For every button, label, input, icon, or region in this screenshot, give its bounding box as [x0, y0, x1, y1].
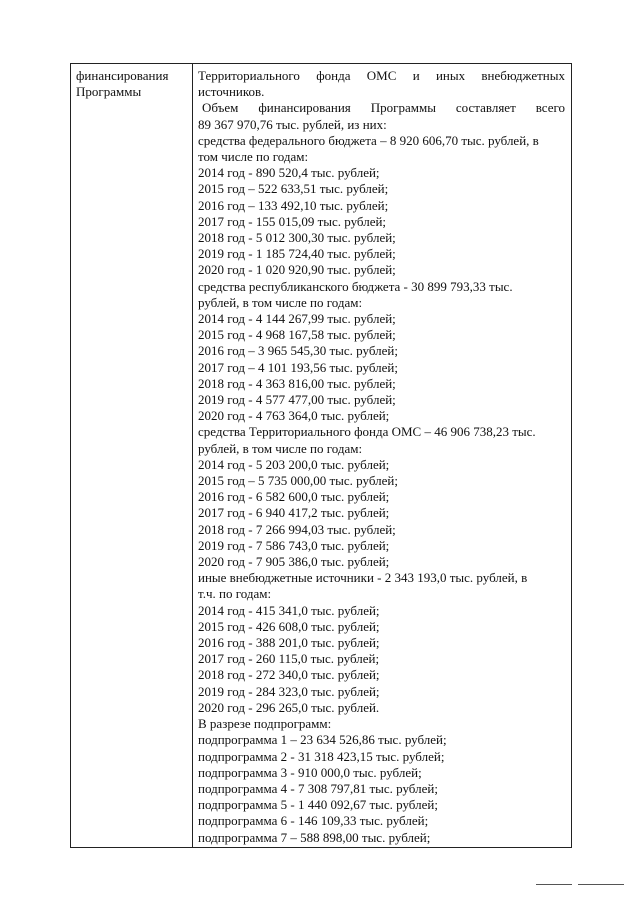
right-cell-line: подпрограмма 3 - 910 000,0 тыс. рублей; [198, 764, 422, 780]
right-cell-line: 2020 год - 1 020 920,90 тыс. рублей; [198, 262, 396, 278]
right-cell-line: 2020 год - 4 763 364,0 тыс. рублей; [198, 408, 390, 424]
right-cell-line: Объем финансирования Программы составляет всего [202, 100, 565, 116]
right-cell-line: 2016 год – 3 965 545,30 тыс. рублей; [198, 343, 398, 359]
right-cell-line: 2015 год - 4 968 167,58 тыс. рублей; [198, 327, 396, 343]
right-cell-line: 89 367 970,76 тыс. рублей, из них: [198, 116, 387, 132]
right-cell-line: 2016 год – 133 492,10 тыс. рублей; [198, 197, 389, 213]
right-cell-line: 2016 год - 6 582 600,0 тыс. рублей; [198, 489, 390, 505]
right-cell-line: 2014 год - 415 341,0 тыс. рублей; [198, 602, 380, 618]
right-cell-line: 2014 год - 890 520,4 тыс. рублей; [198, 165, 380, 181]
right-cell-line: 2017 год - 155 015,09 тыс. рублей; [198, 213, 387, 229]
right-cell-line: 2017 год - 260 115,0 тыс. рублей; [198, 651, 380, 667]
right-cell-line: 2016 год - 388 201,0 тыс. рублей; [198, 635, 380, 651]
right-cell-line: 2018 год - 272 340,0 тыс. рублей; [198, 667, 380, 683]
right-cell-line: рублей, в том числе по годам: [198, 440, 363, 456]
right-cell-line: 2014 год - 4 144 267,99 тыс. рублей; [198, 311, 396, 327]
right-cell-line: 2020 год - 296 265,0 тыс. рублей. [198, 699, 380, 715]
right-cell-line: 2018 год - 4 363 816,00 тыс. рублей; [198, 375, 396, 391]
right-cell-line: рублей, в том числе по годам: [198, 294, 363, 310]
right-cell-line: подпрограмма 1 – 23 634 526,86 тыс. рублей; [198, 732, 447, 748]
right-cell-line: том числе по годам: [198, 148, 309, 164]
right-cell-line: подпрограмма 5 - 1 440 092,67 тыс. рублей; [198, 797, 438, 813]
right-cell-line: 2017 год - 6 940 417,2 тыс. рублей; [198, 505, 390, 521]
footer-rule-long [578, 884, 624, 885]
right-cell-line: 2019 год - 4 577 477,00 тыс. рублей; [198, 392, 396, 408]
right-cell-line: 2015 год – 5 735 000,00 тыс. рублей; [198, 473, 398, 489]
column-divider [192, 64, 193, 847]
right-cell-line: средства республиканского бюджета - 30 899 793,33 тыс. [198, 278, 513, 294]
right-cell-line: 2018 год - 5 012 300,30 тыс. рублей; [198, 230, 396, 245]
funding-table [70, 63, 572, 848]
right-cell-line: подпрограмма 7 – 588 898,00 тыс. рублей; [198, 829, 431, 845]
right-cell-line: источников. [198, 84, 265, 100]
right-cell-line: иные внебюджетные источники - 2 343 193,0 тыс. рублей, в [198, 570, 528, 586]
right-cell-line: подпрограмма 6 - 146 109,33 тыс. рублей; [198, 813, 429, 829]
right-cell-line: 2015 год - 426 608,0 тыс. рублей; [198, 618, 380, 634]
right-cell-line: т.ч. по годам: [198, 586, 272, 602]
left-cell-line: Программы [76, 84, 142, 99]
right-cell-line: подпрограмма 2 - 31 318 423,15 тыс. рублей; [198, 748, 445, 764]
right-cell-line: 2015 год – 522 633,51 тыс. рублей; [198, 181, 389, 197]
right-cell-line: Территориального фонда ОМС и иных внебюджетных [198, 68, 565, 83]
right-cell-line: 2017 год – 4 101 193,56 тыс. рублей; [198, 359, 398, 375]
right-cell-line: подпрограмма 4 - 7 308 797,81 тыс. рублей; [198, 780, 438, 796]
left-cell-line: финансирования [76, 68, 169, 83]
footer-rule-short [536, 884, 572, 885]
right-cell-line: средства Территориального фонда ОМС – 46 906 738,23 тыс. [198, 424, 536, 440]
right-cell-line: 2020 год - 7 905 386,0 тыс. рублей; [198, 554, 390, 570]
right-cell-line: средства федерального бюджета – 8 920 606,70 тыс. рублей, в [198, 132, 539, 148]
left-cell-label [76, 68, 188, 100]
right-cell-line: В разрезе подпрограмм: [198, 716, 332, 732]
right-cell-line: 2019 год - 7 586 743,0 тыс. рублей; [198, 537, 390, 553]
right-cell-content [198, 68, 565, 846]
right-cell-line: 2018 год - 7 266 994,03 тыс. рублей; [198, 521, 396, 537]
right-cell-line: 2014 год - 5 203 200,0 тыс. рублей; [198, 456, 390, 472]
right-cell-line: 2019 год - 1 185 724,40 тыс. рублей; [198, 246, 396, 262]
right-cell-line: 2019 год - 284 323,0 тыс. рублей; [198, 683, 380, 699]
